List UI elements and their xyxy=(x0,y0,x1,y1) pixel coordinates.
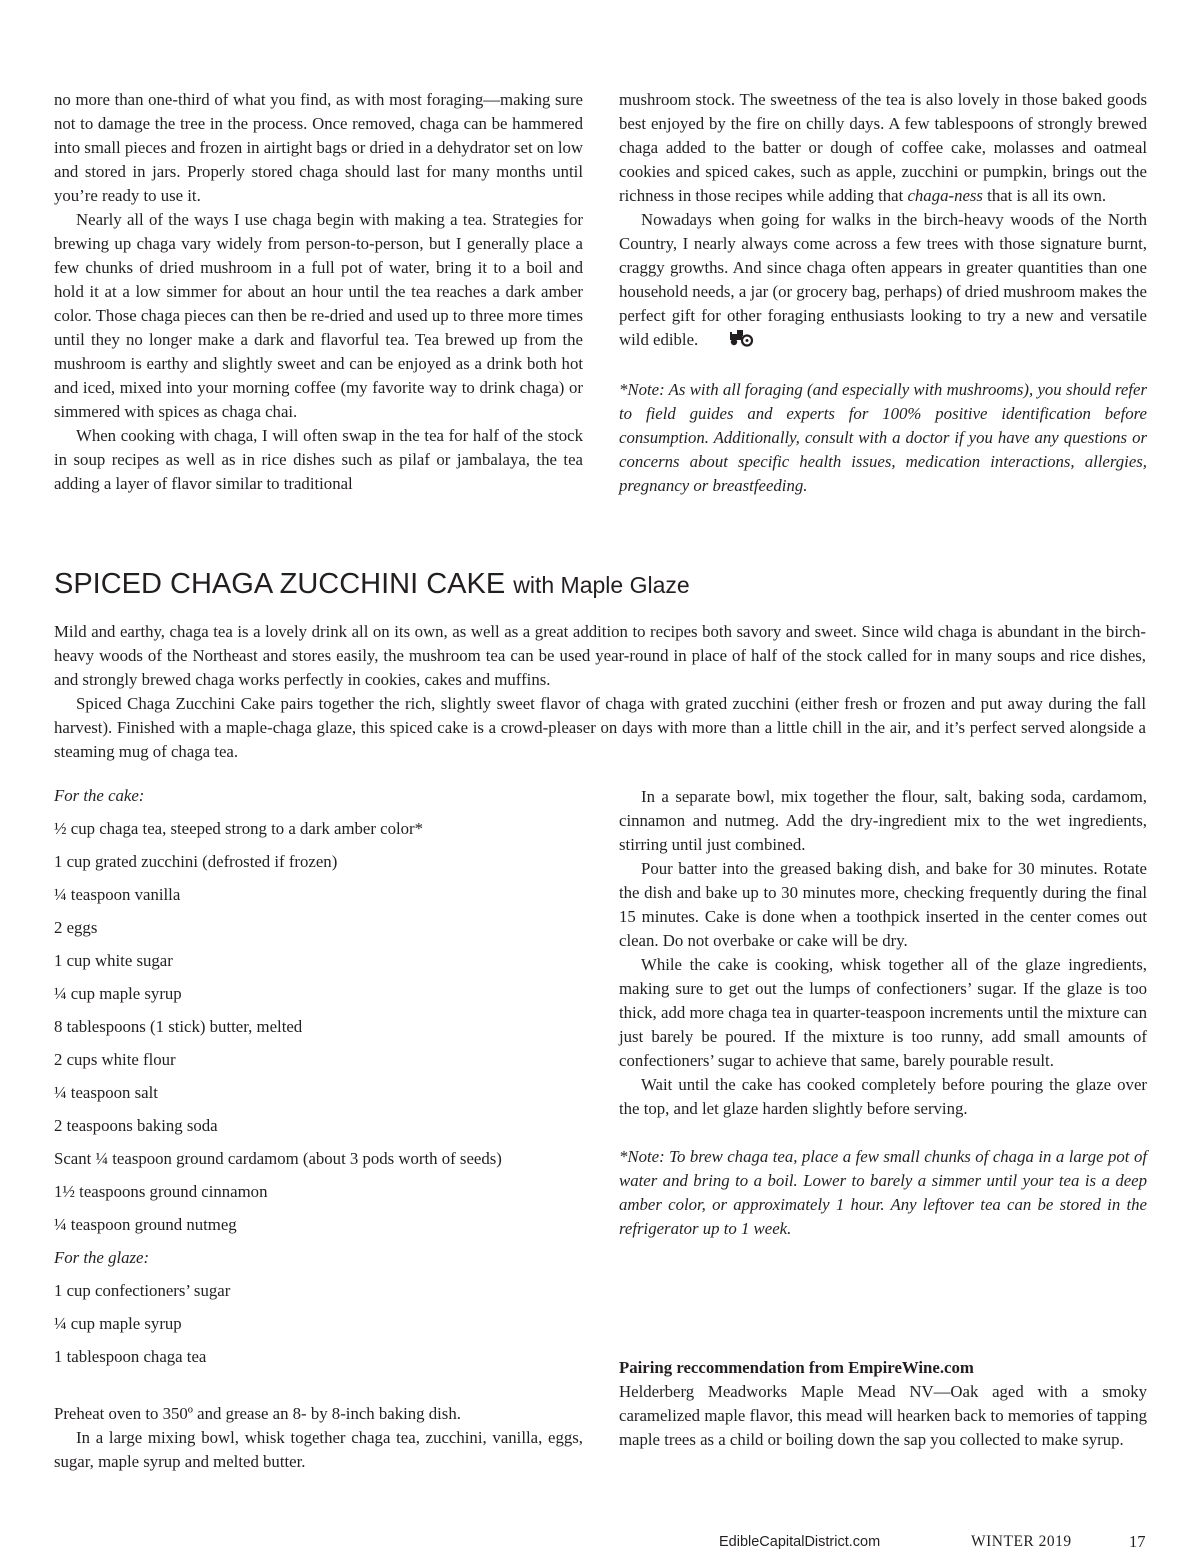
method-paragraph: In a separate bowl, mix together the flour, salt, baking soda, cardamom, cinnamon and nutmeg. Add the dry-ingredient mix to the wet ingredients, stirring until just combined. xyxy=(619,787,1147,854)
ingredient-item: Scant ¼ teaspoon ground cardamom (about 3 pods worth of seeds) xyxy=(54,1149,502,1168)
glaze-ingredients-heading: For the glaze: xyxy=(54,1248,150,1267)
cake-ingredient-list xyxy=(54,818,614,1236)
page-footer xyxy=(0,1530,1200,1554)
article-paragraph: When cooking with chaga, I will often swap in the tea for half of the stock in soup recipes as well as in rice dishes such as pilaf or jambalaya, the tea adding a layer of flavor similar to traditional xyxy=(54,426,583,493)
footer-issue: WINTER 2019 xyxy=(971,1533,1072,1550)
ingredient-item: ½ cup chaga tea, steeped strong to a dark amber color* xyxy=(54,819,424,838)
ingredient-item: 2 cups white flour xyxy=(54,1050,176,1069)
method-paragraph: Wait until the cake has cooked completely before pouring the glaze over the top, and let glaze harden slightly before serving. xyxy=(619,1075,1147,1118)
ingredient-item: ¼ teaspoon salt xyxy=(54,1083,158,1102)
article-column-left xyxy=(54,88,583,496)
article-paragraph: mushroom stock. The sweetness of the tea is also lovely in those baked goods best enjoyed by the fire on chilly days. A few tablespoons of strongly brewed chaga added to the batter or dough of coffee cake, molasses and oatmeal cookies and spiced cakes, such as apple, zucchini or pumpkin, brings out the richness in those recipes while adding that chaga-ness that is all its own. xyxy=(619,90,1147,205)
article-column-right xyxy=(619,88,1147,498)
pairing-box xyxy=(619,1356,1147,1452)
ingredient-item: 1 tablespoon chaga tea xyxy=(54,1347,207,1366)
ingredient-item: 2 eggs xyxy=(54,918,98,937)
method-column-right xyxy=(619,785,1147,1241)
article-paragraph: Nowadays when going for walks in the birch-heavy woods of the North Country, I nearly always come across a few trees with those signature burnt, craggy growths. And since chaga often appears in greater quantities than one household needs, a jar (or grocery bag, perhaps) of dried mushroom makes the perfect gift for other foraging enthusiasts looking to try a new and versatile wild edible. xyxy=(619,208,1147,354)
ingredient-item: 1½ teaspoons ground cinnamon xyxy=(54,1182,268,1201)
tea-note: *Note: To brew chaga tea, place a few small chunks of chaga in a large pot of water and bring to a boil. Lower to barely a simmer until your tea is a deep amber color, or approximately 1 hour. Any leftover tea can be stored in the refrigerator up to 1 week. xyxy=(619,1147,1147,1238)
footer-site: EdibleCapitalDistrict.com xyxy=(719,1534,881,1550)
ingredient-item: 1 cup confectioners’ sugar xyxy=(54,1281,231,1300)
page-number: 17 xyxy=(1129,1532,1146,1551)
method-paragraph: While the cake is cooking, whisk together all of the glaze ingredients, making sure to get out the lumps of confectioners’ sugar. If the glaze is too thick, add more chaga tea in quarter-teaspoon increments until the mixture can just barely be poured. If the mixture is too runny, add small amounts of confectioners’ sugar to achieve that same, barely pourable result. xyxy=(619,955,1147,1070)
foraging-note: *Note: As with all foraging (and especially with mushrooms), you should refer to field guides and experts for 100% positive identification before consumption. Additionally, consult with a doctor if you have any questions or concerns about specific health issues, medication interactions, allergies, pregnancy or breastfeeding. xyxy=(619,380,1147,495)
article-paragraph: Nearly all of the ways I use chaga begin with making a tea. Strategies for brewing up chaga vary widely from person-to-person, but I generally place a few chunks of dried mushroom in a full pot of water, bring it to a boil and hold it at a low simmer for about an hour until the tea reaches a dark amber color. Those chaga pieces can then be re-dried and used up to three more times until they no longer make a dark and flavorful tea. Tea brewed up from the mushroom is earthy and slightly sweet and can be enjoyed as a drink both hot and iced, mixed into your morning coffee (my favorite way to drink chaga) or simmered with spices as chaga chai. xyxy=(54,210,583,421)
ingredient-item: 1 cup white sugar xyxy=(54,951,173,970)
recipe-title: SPICED CHAGA ZUCCHINI CAKE with Maple Glaze xyxy=(54,568,690,600)
pairing-text: Helderberg Meadworks Maple Mead NV—Oak aged with a smoky caramelized maple flavor, this mead will hearken back to memories of tapping maple trees as a child or boiling down the sap you collected to make syrup. xyxy=(619,1382,1147,1449)
ingredient-item: ¼ teaspoon vanilla xyxy=(54,885,181,904)
method-paragraph: Pour batter into the greased baking dish, and bake for 30 minutes. Rotate the dish and bake up to 30 minutes more, checking frequently during the final 15 minutes. Cake is done when a toothpick inserted in the center comes out clean. Do not overbake or cake will be dry. xyxy=(619,859,1147,950)
ingredients-column xyxy=(54,785,614,1368)
intro-paragraph: Spiced Chaga Zucchini Cake pairs together the rich, slightly sweet flavor of chaga with grated zucchini (either fresh or frozen and put away during the fall harvest). Finished with a maple-chaga glaze, this spiced cake is a crowd-pleaser on days with more than a little chill in the air, and it’s perfect served alongside a steaming mug of chaga tea. xyxy=(54,694,1146,761)
method-paragraph: Preheat oven to 350º and grease an 8- by 8-inch baking dish. xyxy=(54,1404,461,1423)
method-paragraph: In a large mixing bowl, whisk together chaga tea, zucchini, vanilla, eggs, sugar, maple syrup and melted butter. xyxy=(54,1428,583,1471)
recipe-intro xyxy=(54,620,1146,764)
pairing-heading: Pairing reccommendation from EmpireWine.com xyxy=(619,1358,974,1377)
ingredient-item: ¼ cup maple syrup xyxy=(54,1314,182,1333)
ingredient-item: 2 teaspoons baking soda xyxy=(54,1116,218,1135)
method-column-left xyxy=(54,1402,583,1474)
tractor-icon xyxy=(706,329,754,354)
ingredient-item: ¼ cup maple syrup xyxy=(54,984,182,1003)
ingredient-item: ¼ teaspoon ground nutmeg xyxy=(54,1215,237,1234)
ingredient-item: 8 tablespoons (1 stick) butter, melted xyxy=(54,1017,303,1036)
glaze-ingredient-list xyxy=(54,1280,614,1368)
cake-ingredients-heading: For the cake: xyxy=(54,786,145,805)
intro-paragraph: Mild and earthy, chaga tea is a lovely drink all on its own, as well as a great addition to recipes both savory and sweet. Since wild chaga is abundant in the birch-heavy woods of the Northeast and stores easily, the mushroom tea can be used year-round in place of half of the stock called for in many soups and rice dishes, and strongly brewed chaga works perfectly in cookies, cakes and muffins. xyxy=(54,622,1146,689)
ingredient-item: 1 cup grated zucchini (defrosted if frozen) xyxy=(54,852,338,871)
article-paragraph: no more than one-third of what you find, as with most foraging—making sure not to damage the tree in the process. Once removed, chaga can be hammered into small pieces and frozen in airtight bags or dried in a dehydrator set on low and stored in jars. Properly stored chaga should last for many months until you’re ready to use it. xyxy=(54,90,583,205)
